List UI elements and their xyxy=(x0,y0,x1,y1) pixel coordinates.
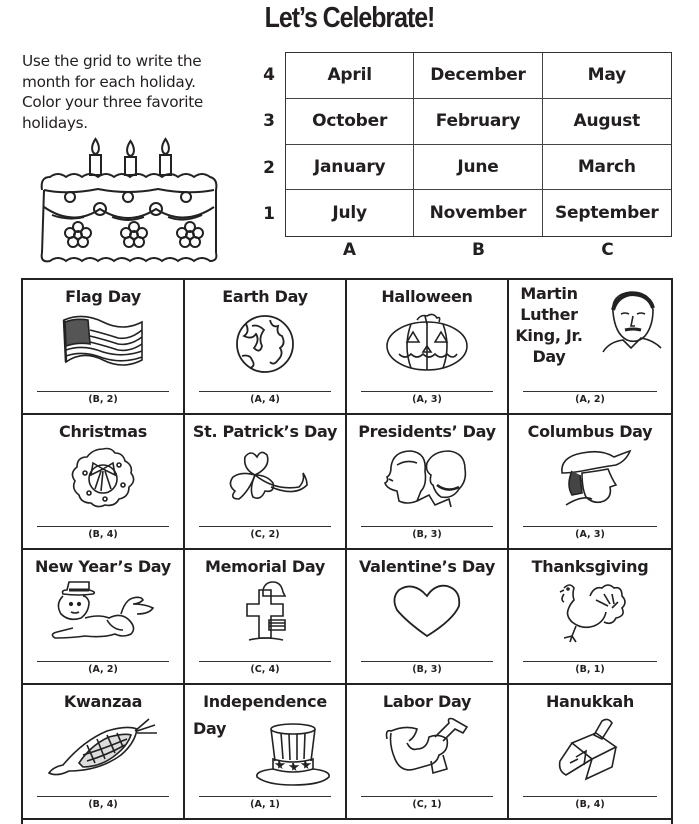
answer-line[interactable] xyxy=(523,526,657,527)
row-label: 4 xyxy=(263,65,275,85)
key-cell-B4: December xyxy=(414,53,542,99)
answer-line[interactable] xyxy=(199,796,331,797)
holiday-card-labor-day[interactable] xyxy=(347,685,509,820)
answer-line[interactable] xyxy=(361,796,493,797)
holiday-name: Independence xyxy=(203,692,327,711)
answer-line[interactable] xyxy=(37,391,169,392)
birthday-cake-icon xyxy=(38,135,218,265)
grid-coordinate: (B, 1) xyxy=(575,664,605,675)
key-cell-C4: May xyxy=(543,53,671,99)
grid-coordinate: (B, 4) xyxy=(88,529,118,540)
grid-coordinate: (B, 4) xyxy=(88,799,118,810)
flag-icon xyxy=(58,310,148,376)
holiday-name: Columbus Day xyxy=(527,422,653,441)
row-label: 3 xyxy=(263,111,275,132)
key-cell-A3: October xyxy=(286,99,414,145)
answer-line[interactable] xyxy=(199,661,331,662)
dreidel-icon xyxy=(550,715,630,781)
holiday-name-line-2: Day xyxy=(193,719,227,738)
globe-icon xyxy=(230,310,300,376)
uncle-sam-hat-icon xyxy=(251,723,331,787)
holiday-name: Halloween xyxy=(381,287,473,306)
answer-line[interactable] xyxy=(199,391,331,392)
grid-coordinate: (A, 4) xyxy=(250,394,280,405)
page-title: Let’s Celebrate! xyxy=(264,2,435,34)
holiday-name: Earth Day xyxy=(222,287,308,306)
jack-o-lantern-icon xyxy=(381,310,473,376)
holiday-card-flag-day[interactable] xyxy=(23,280,185,415)
holiday-name: Flag Day xyxy=(65,287,141,306)
key-grid-row-labels xyxy=(258,52,280,237)
grid-coordinate: (A, 3) xyxy=(575,529,605,540)
wreath-icon xyxy=(67,445,139,511)
grid-coordinate: (A, 1) xyxy=(250,799,280,810)
holiday-card-mlk-day[interactable] xyxy=(509,280,671,415)
key-grid-column-labels xyxy=(285,240,672,260)
answer-line[interactable] xyxy=(361,526,493,527)
row-label: 1 xyxy=(263,203,275,224)
answer-line[interactable] xyxy=(361,391,493,392)
holiday-name: New Year’s Day xyxy=(35,557,171,576)
holiday-card-presidents-day[interactable] xyxy=(347,415,509,550)
grid-coordinate: (C, 2) xyxy=(250,529,280,540)
grid-coordinate: (C, 4) xyxy=(250,664,280,675)
grid-coordinate: (A, 3) xyxy=(412,394,442,405)
key-cell-C2: March xyxy=(543,145,671,191)
key-cell-A4: April xyxy=(286,53,414,99)
column-label: C xyxy=(601,240,614,260)
holiday-name: Christmas xyxy=(59,422,147,441)
answer-line[interactable] xyxy=(37,661,169,662)
holiday-card-kwanzaa[interactable] xyxy=(23,685,185,820)
answer-line[interactable] xyxy=(199,526,331,527)
answer-line[interactable] xyxy=(37,796,169,797)
grid-coordinate: (A, 2) xyxy=(575,394,605,405)
holiday-name: Thanksgiving xyxy=(531,557,649,576)
key-cell-A1: July xyxy=(286,190,414,236)
grid-coordinate: (C, 1) xyxy=(412,799,442,810)
holiday-grid xyxy=(21,278,673,824)
holiday-name: St. Patrick’s Day xyxy=(192,422,338,441)
key-cell-A2: January xyxy=(286,145,414,191)
grid-coordinate: (A, 2) xyxy=(88,664,118,675)
holiday-card-st-patricks-day[interactable] xyxy=(185,415,347,550)
holiday-name: Labor Day xyxy=(382,692,472,711)
corn-icon xyxy=(43,715,163,781)
answer-line[interactable] xyxy=(523,391,657,392)
grid-coordinate: (B, 3) xyxy=(412,664,442,675)
mlk-portrait-icon xyxy=(601,286,663,356)
holiday-name: Hanukkah xyxy=(545,692,635,711)
holiday-card-memorial-day[interactable] xyxy=(185,550,347,685)
shamrock-icon xyxy=(215,445,315,511)
answer-line[interactable] xyxy=(523,661,657,662)
holiday-card-thanksgiving[interactable] xyxy=(509,550,671,685)
column-label: B xyxy=(472,240,485,260)
key-cell-B3: February xyxy=(414,99,542,145)
month-key-grid xyxy=(285,52,672,237)
holiday-name: Valentine’s Day xyxy=(358,557,496,576)
column-label: A xyxy=(342,240,357,260)
grid-coordinate: (B, 4) xyxy=(575,799,605,810)
heart-icon xyxy=(389,580,465,646)
key-cell-C1: September xyxy=(555,203,659,224)
key-cell-C3: August xyxy=(543,99,671,145)
holiday-name: Memorial Day xyxy=(204,557,326,576)
holiday-card-halloween[interactable] xyxy=(347,280,509,415)
baby-new-year-icon xyxy=(45,580,161,646)
memorial-cross-icon xyxy=(235,580,295,646)
holiday-name: Presidents’ Day xyxy=(358,422,496,441)
hammer-arm-icon xyxy=(377,715,477,781)
turkey-icon xyxy=(550,580,630,646)
holiday-card-earth-day[interactable] xyxy=(185,280,347,415)
holiday-card-valentines-day[interactable] xyxy=(347,550,509,685)
answer-line[interactable] xyxy=(37,526,169,527)
answer-line[interactable] xyxy=(361,661,493,662)
holiday-card-christmas[interactable] xyxy=(23,415,185,550)
columbus-portrait-icon xyxy=(542,445,638,511)
key-cell-B1: November xyxy=(414,190,542,236)
holiday-card-columbus-day[interactable] xyxy=(509,415,671,550)
holiday-card-independence-day[interactable] xyxy=(185,685,347,820)
key-cell-B2: June xyxy=(414,145,542,191)
instructions-text: Use the grid to write the month for each holiday. Color your three favorite holidays. xyxy=(22,52,204,132)
grid-coordinate: (B, 3) xyxy=(412,529,442,540)
holiday-card-new-years-day[interactable] xyxy=(23,550,185,685)
answer-line[interactable] xyxy=(523,796,657,797)
grid-coordinate: (B, 2) xyxy=(88,394,118,405)
row-label: 2 xyxy=(263,157,275,178)
holiday-card-hanukkah[interactable] xyxy=(509,685,671,820)
holiday-name: Kwanzaa xyxy=(63,692,143,711)
presidents-portrait-icon xyxy=(377,445,477,511)
holiday-name: Martin Luther King, Jr. Day xyxy=(515,284,583,366)
